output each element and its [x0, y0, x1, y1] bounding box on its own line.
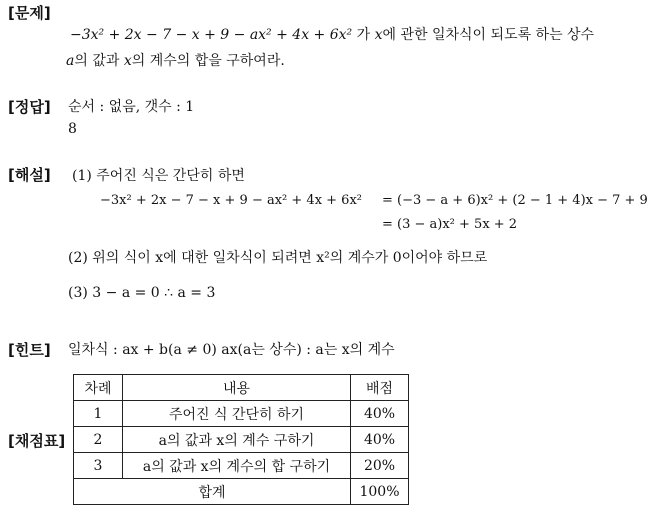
problem-var-x: x: [374, 27, 383, 43]
hint-label: [힌트]: [8, 341, 51, 359]
solution-step-2: (2) 위의 식이 x에 대한 일차식이 되려면 x²의 계수가 0이어야 하므로: [68, 250, 488, 266]
problem-label: [문제]: [8, 4, 51, 22]
hint-text: 일차식 : ax + b(a ≠ 0) ax(a는 상수) : a는 x의 계수: [68, 342, 395, 358]
solution-equation-left: −3x² + 2x − 7 − x + 9 − ax² + 4x + 6x²: [100, 193, 362, 208]
row-order: 3: [74, 453, 123, 479]
total-score: 100%: [351, 479, 409, 505]
problem-var-x-2: x: [123, 53, 132, 69]
scoring-table: [73, 374, 409, 505]
answer-line-1: 순서 : 없음, 갯수 : 1: [68, 99, 195, 115]
header-content: 내용: [123, 375, 351, 401]
scoring-header-row: [74, 375, 409, 401]
problem-line-1: [70, 24, 594, 44]
row-content: a의 값과 x의 계수의 합 구하기: [123, 453, 351, 479]
table-row: [74, 453, 409, 479]
solution-equation-right-1: = (−3 − a + 6)x² + (2 − 1 + 4)x − 7 + 9: [382, 193, 648, 208]
row-order: 1: [74, 401, 123, 427]
solution-step-1: (1) 주어진 식은 간단히 하면: [72, 168, 245, 184]
solution-label: [해설]: [8, 166, 51, 184]
header-order: 차례: [74, 375, 123, 401]
problem-line-2-tail: 의 계수의 합을 구하여라.: [131, 53, 285, 69]
row-order: 2: [74, 427, 123, 453]
answer-label: [정답]: [8, 98, 51, 116]
table-row: [74, 427, 409, 453]
table-row: [74, 401, 409, 427]
problem-expression: −3x² + 2x − 7 − x + 9 − ax² + 4x + 6x²: [70, 27, 353, 43]
problem-line-2: [66, 50, 285, 70]
total-label: 합계: [74, 479, 351, 505]
problem-line-2-mid: 의 값과: [74, 53, 120, 69]
row-content: a의 값과 x의 계수 구하기: [123, 427, 351, 453]
scoring-label: [채점표]: [8, 432, 66, 450]
row-score: 20%: [351, 453, 409, 479]
problem-line-1-tail: 에 관한 일차식이 되도록 하는 상수: [382, 27, 595, 43]
row-score: 40%: [351, 401, 409, 427]
row-content: 주어진 식 간단히 하기: [123, 401, 351, 427]
problem-var-a: a: [66, 53, 75, 69]
scoring-total-row: [74, 479, 409, 505]
problem-particle: 가: [356, 27, 371, 43]
solution-equation-right-2: = (3 − a)x² + 5x + 2: [382, 217, 518, 232]
solution-step-3: (3) 3 − a = 0 ∴ a = 3: [68, 285, 216, 301]
header-score: 배점: [351, 375, 409, 401]
answer-value: 8: [68, 121, 77, 137]
row-score: 40%: [351, 427, 409, 453]
